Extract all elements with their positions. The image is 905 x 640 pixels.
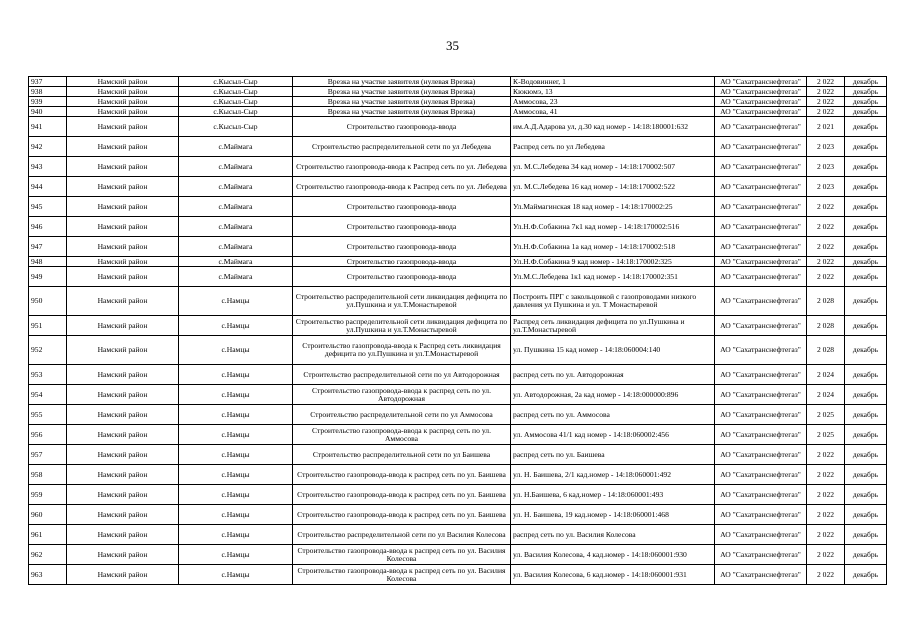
- organization-cell: АО "Сахатранснефтегаз": [715, 107, 807, 117]
- row-number: 962: [29, 545, 67, 565]
- table-body: [29, 77, 887, 585]
- year-cell: 2 023: [807, 177, 845, 197]
- row-number: 948: [29, 257, 67, 267]
- row-number: 941: [29, 117, 67, 137]
- page-number: 35: [446, 38, 459, 53]
- district-cell: Намский район: [67, 237, 179, 257]
- settlement-cell: с.Кысыл-Сыр: [179, 107, 293, 117]
- year-cell: 2 022: [807, 257, 845, 267]
- address-cell: ул. Н.Баишева, 6 кад.номер - 14:18:060001:493: [511, 485, 715, 505]
- district-cell: Намский район: [67, 77, 179, 87]
- address-cell: Ул.М.С.Лебедева 1к1 кад номер - 14:18:170002:351: [511, 267, 715, 287]
- table-row: [29, 77, 887, 87]
- row-number: 946: [29, 217, 67, 237]
- row-number: 944: [29, 177, 67, 197]
- address-cell: ул. Пушкина 15 кад номер - 14:18:060004:140: [511, 336, 715, 365]
- table-row: [29, 107, 887, 117]
- settlement-cell: с.Намцы: [179, 545, 293, 565]
- year-cell: 2 022: [807, 197, 845, 217]
- table-row: [29, 465, 887, 485]
- work-description-cell: Строительство распределительной сети ликвидация дефицита по ул.Пушкина и ул.Т.Монастыревой: [293, 287, 511, 316]
- settlement-cell: с.Маймага: [179, 177, 293, 197]
- organization-cell: АО "Сахатранснефтегаз": [715, 117, 807, 137]
- address-cell: распред сеть по ул. Аммосова: [511, 405, 715, 425]
- year-cell: 2 021: [807, 117, 845, 137]
- district-cell: Намский район: [67, 425, 179, 445]
- table-row: [29, 565, 887, 585]
- settlement-cell: с.Намцы: [179, 525, 293, 545]
- month-cell: декабрь: [845, 217, 887, 237]
- settlement-cell: с.Намцы: [179, 385, 293, 405]
- district-cell: Намский район: [67, 336, 179, 365]
- district-cell: Намский район: [67, 565, 179, 585]
- year-cell: 2 025: [807, 425, 845, 445]
- address-cell: Аммосова, 23: [511, 97, 715, 107]
- month-cell: декабрь: [845, 385, 887, 405]
- row-number: 947: [29, 237, 67, 257]
- table-row: [29, 87, 887, 97]
- year-cell: 2 022: [807, 565, 845, 585]
- address-cell: Ул.Маймагинская 18 кад номер - 14:18:170002:25: [511, 197, 715, 217]
- row-number: 953: [29, 365, 67, 385]
- work-description-cell: Строительство газопровода-ввода к Распред сеть по ул. Лебедева: [293, 177, 511, 197]
- settlement-cell: с.Намцы: [179, 565, 293, 585]
- row-number: 950: [29, 287, 67, 316]
- table-row: [29, 525, 887, 545]
- month-cell: декабрь: [845, 525, 887, 545]
- district-cell: Намский район: [67, 316, 179, 336]
- month-cell: декабрь: [845, 287, 887, 316]
- year-cell: 2 028: [807, 287, 845, 316]
- organization-cell: АО "Сахатранснефтегаз": [715, 385, 807, 405]
- table-row: [29, 545, 887, 565]
- organization-cell: АО "Сахатранснефтегаз": [715, 365, 807, 385]
- settlement-cell: с.Намцы: [179, 465, 293, 485]
- address-cell: ул. Василия Колесова, 4 кад.номер - 14:18:060001:930: [511, 545, 715, 565]
- district-cell: Намский район: [67, 525, 179, 545]
- row-number: 960: [29, 505, 67, 525]
- row-number: 963: [29, 565, 67, 585]
- row-number: 939: [29, 97, 67, 107]
- district-cell: Намский район: [67, 137, 179, 157]
- address-cell: К-Водовиннег, 1: [511, 77, 715, 87]
- month-cell: декабрь: [845, 107, 887, 117]
- organization-cell: АО "Сахатранснефтегаз": [715, 257, 807, 267]
- address-cell: Кюкюмэ, 13: [511, 87, 715, 97]
- work-description-cell: Строительство распределительной сети ликвидация дефицита по ул.Пушкина и ул.Т.Монастыревой: [293, 316, 511, 336]
- settlement-cell: с.Намцы: [179, 336, 293, 365]
- table-row: [29, 197, 887, 217]
- table-row: [29, 336, 887, 365]
- organization-cell: АО "Сахатранснефтегаз": [715, 505, 807, 525]
- month-cell: декабрь: [845, 465, 887, 485]
- district-cell: Намский район: [67, 157, 179, 177]
- organization-cell: АО "Сахатранснефтегаз": [715, 157, 807, 177]
- month-cell: декабрь: [845, 137, 887, 157]
- table-row: [29, 485, 887, 505]
- table-row: [29, 365, 887, 385]
- year-cell: 2 022: [807, 107, 845, 117]
- month-cell: декабрь: [845, 336, 887, 365]
- organization-cell: АО "Сахатранснефтегаз": [715, 137, 807, 157]
- work-description-cell: Строительство распределительной сети по ул Василия Колесова: [293, 525, 511, 545]
- work-description-cell: Врезка на участке заявителя (нулевая Врезка): [293, 97, 511, 107]
- organization-cell: АО "Сахатранснефтегаз": [715, 177, 807, 197]
- year-cell: 2 022: [807, 545, 845, 565]
- work-description-cell: Строительство газопровода-ввода: [293, 267, 511, 287]
- table-row: [29, 137, 887, 157]
- work-description-cell: Строительство газопровода-ввода к распред сеть по ул. Автодорожная: [293, 385, 511, 405]
- settlement-cell: с.Намцы: [179, 365, 293, 385]
- work-description-cell: Строительство газопровода-ввода: [293, 257, 511, 267]
- table-row: [29, 237, 887, 257]
- district-cell: Намский район: [67, 267, 179, 287]
- settlement-cell: с.Намцы: [179, 445, 293, 465]
- work-description-cell: Строительство распределительной сети по ул Аммосова: [293, 405, 511, 425]
- address-cell: Распред сеть по ул Лебедева: [511, 137, 715, 157]
- row-number: 940: [29, 107, 67, 117]
- table-row: [29, 157, 887, 177]
- year-cell: 2 024: [807, 385, 845, 405]
- district-cell: Намский район: [67, 505, 179, 525]
- address-cell: ул. Н. Баишева, 2/1 кад.номер - 14:18:060001:492: [511, 465, 715, 485]
- organization-cell: АО "Сахатранснефтегаз": [715, 336, 807, 365]
- work-description-cell: Строительство газопровода-ввода к Распред сеть ликвидация дефицита по ул.Пушкина и ул.Т.Монастыревой: [293, 336, 511, 365]
- row-number: 945: [29, 197, 67, 217]
- work-description-cell: Строительство распределительной сети по ул Лебедева: [293, 137, 511, 157]
- month-cell: декабрь: [845, 267, 887, 287]
- district-cell: Намский район: [67, 287, 179, 316]
- address-cell: ул. М.С.Лебедева 16 кад номер - 14:18:170002:522: [511, 177, 715, 197]
- settlement-cell: с.Кысыл-Сыр: [179, 97, 293, 107]
- table-row: [29, 316, 887, 336]
- address-cell: ул. Аммосова 41/1 кад номер - 14:18:060002:456: [511, 425, 715, 445]
- organization-cell: АО "Сахатранснефтегаз": [715, 97, 807, 107]
- month-cell: декабрь: [845, 177, 887, 197]
- address-cell: Построить ПРГ с закольцовкой с газопроводами низкого давления ул Пушкина и ул. Т Монастыревой: [511, 287, 715, 316]
- table-row: [29, 117, 887, 137]
- table-row: [29, 267, 887, 287]
- row-number: 956: [29, 425, 67, 445]
- row-number: 943: [29, 157, 67, 177]
- work-description-cell: Строительство газопровода-ввода: [293, 237, 511, 257]
- settlement-cell: с.Маймага: [179, 137, 293, 157]
- settlement-cell: с.Маймага: [179, 267, 293, 287]
- work-description-cell: Строительство распределительной сети по ул Автодорожная: [293, 365, 511, 385]
- address-cell: ул. М.С.Лебедева 34 кад номер - 14:18:170002:507: [511, 157, 715, 177]
- row-number: 959: [29, 485, 67, 505]
- organization-cell: АО "Сахатранснефтегаз": [715, 77, 807, 87]
- year-cell: 2 022: [807, 525, 845, 545]
- district-cell: Намский район: [67, 485, 179, 505]
- settlement-cell: с.Маймага: [179, 197, 293, 217]
- month-cell: декабрь: [845, 365, 887, 385]
- year-cell: 2 022: [807, 445, 845, 465]
- work-description-cell: Строительство газопровода-ввода: [293, 197, 511, 217]
- organization-cell: АО "Сахатранснефтегаз": [715, 525, 807, 545]
- district-cell: Намский район: [67, 257, 179, 267]
- month-cell: декабрь: [845, 237, 887, 257]
- table-row: [29, 217, 887, 237]
- address-cell: им.А.Д.Адарова ул, д.30 кад номер - 14:18:180001:632: [511, 117, 715, 137]
- district-cell: Намский район: [67, 445, 179, 465]
- work-description-cell: Врезка на участке заявителя (нулевая Врезка): [293, 107, 511, 117]
- table-row: [29, 287, 887, 316]
- settlement-cell: с.Маймага: [179, 217, 293, 237]
- year-cell: 2 022: [807, 505, 845, 525]
- year-cell: 2 022: [807, 465, 845, 485]
- district-cell: Намский район: [67, 97, 179, 107]
- table-row: [29, 97, 887, 107]
- row-number: 938: [29, 87, 67, 97]
- settlement-cell: с.Намцы: [179, 425, 293, 445]
- row-number: 937: [29, 77, 67, 87]
- table-row: [29, 505, 887, 525]
- organization-cell: АО "Сахатранснефтегаз": [715, 197, 807, 217]
- work-description-cell: Строительство газопровода-ввода к Распред сеть по ул. Лебедева: [293, 157, 511, 177]
- organization-cell: АО "Сахатранснефтегаз": [715, 485, 807, 505]
- row-number: 954: [29, 385, 67, 405]
- year-cell: 2 025: [807, 405, 845, 425]
- month-cell: декабрь: [845, 77, 887, 87]
- month-cell: декабрь: [845, 445, 887, 465]
- work-description-cell: Строительство газопровода-ввода к распред сеть по ул. Баишева: [293, 505, 511, 525]
- work-description-cell: Строительство газопровода-ввода к распред сеть по ул. Василия Колесова: [293, 565, 511, 585]
- row-number: 957: [29, 445, 67, 465]
- district-cell: Намский район: [67, 177, 179, 197]
- month-cell: декабрь: [845, 425, 887, 445]
- settlement-cell: с.Маймага: [179, 157, 293, 177]
- organization-cell: АО "Сахатранснефтегаз": [715, 287, 807, 316]
- year-cell: 2 028: [807, 316, 845, 336]
- row-number: 958: [29, 465, 67, 485]
- year-cell: 2 024: [807, 365, 845, 385]
- year-cell: 2 028: [807, 336, 845, 365]
- year-cell: 2 022: [807, 97, 845, 107]
- district-cell: Намский район: [67, 365, 179, 385]
- settlement-cell: с.Кысыл-Сыр: [179, 117, 293, 137]
- settlement-cell: с.Кысыл-Сыр: [179, 87, 293, 97]
- settlement-cell: с.Маймага: [179, 257, 293, 267]
- work-description-cell: Строительство газопровода-ввода к распред сеть по ул. Баишева: [293, 485, 511, 505]
- address-cell: Ул.Н.Ф.Собакина 9 кад номер - 14:18:170002:325: [511, 257, 715, 267]
- organization-cell: АО "Сахатранснефтегаз": [715, 217, 807, 237]
- month-cell: декабрь: [845, 97, 887, 107]
- address-cell: распред сеть по ул. Баишева: [511, 445, 715, 465]
- settlement-cell: с.Намцы: [179, 316, 293, 336]
- district-cell: Намский район: [67, 87, 179, 97]
- year-cell: 2 022: [807, 217, 845, 237]
- year-cell: 2 022: [807, 237, 845, 257]
- month-cell: декабрь: [845, 197, 887, 217]
- work-description-cell: Врезка на участке заявителя (нулевая Врезка): [293, 77, 511, 87]
- table-row: [29, 177, 887, 197]
- work-description-cell: Строительство газопровода-ввода к распред сеть по ул. Баишева: [293, 465, 511, 485]
- month-cell: декабрь: [845, 257, 887, 267]
- organization-cell: АО "Сахатранснефтегаз": [715, 405, 807, 425]
- year-cell: 2 022: [807, 87, 845, 97]
- address-cell: ул. Н. Баишева, 19 кад.номер - 14:18:060001:468: [511, 505, 715, 525]
- month-cell: декабрь: [845, 157, 887, 177]
- district-cell: Намский район: [67, 107, 179, 117]
- address-cell: распред сеть по ул. Автодорожная: [511, 365, 715, 385]
- organization-cell: АО "Сахатранснефтегаз": [715, 316, 807, 336]
- month-cell: декабрь: [845, 505, 887, 525]
- address-cell: Ул.Н.Ф.Собакина 7к1 кад номер - 14:18:170002:516: [511, 217, 715, 237]
- row-number: 952: [29, 336, 67, 365]
- work-description-cell: Строительство газопровода-ввода к распред сеть по ул. Василия Колесова: [293, 545, 511, 565]
- table-row: [29, 257, 887, 267]
- month-cell: декабрь: [845, 405, 887, 425]
- year-cell: 2 022: [807, 77, 845, 87]
- work-description-cell: Врезка на участке заявителя (нулевая Врезка): [293, 87, 511, 97]
- settlement-cell: с.Намцы: [179, 505, 293, 525]
- organization-cell: АО "Сахатранснефтегаз": [715, 445, 807, 465]
- organization-cell: АО "Сахатранснефтегаз": [715, 267, 807, 287]
- settlement-cell: с.Кысыл-Сыр: [179, 77, 293, 87]
- work-description-cell: Строительство газопровода-ввода: [293, 217, 511, 237]
- district-cell: Намский район: [67, 405, 179, 425]
- address-cell: ул. Василия Колесова, 6 кад.номер - 14:18:060001:931: [511, 565, 715, 585]
- settlement-cell: с.Намцы: [179, 287, 293, 316]
- row-number: 949: [29, 267, 67, 287]
- table-row: [29, 385, 887, 405]
- month-cell: декабрь: [845, 117, 887, 137]
- district-cell: Намский район: [67, 217, 179, 237]
- organization-cell: АО "Сахатранснефтегаз": [715, 237, 807, 257]
- year-cell: 2 023: [807, 157, 845, 177]
- organization-cell: АО "Сахатранснефтегаз": [715, 425, 807, 445]
- row-number: 955: [29, 405, 67, 425]
- settlement-cell: с.Маймага: [179, 237, 293, 257]
- row-number: 942: [29, 137, 67, 157]
- table-row: [29, 425, 887, 445]
- organization-cell: АО "Сахатранснефтегаз": [715, 565, 807, 585]
- district-cell: Намский район: [67, 385, 179, 405]
- month-cell: декабрь: [845, 485, 887, 505]
- year-cell: 2 022: [807, 485, 845, 505]
- month-cell: декабрь: [845, 545, 887, 565]
- organization-cell: АО "Сахатранснефтегаз": [715, 87, 807, 97]
- year-cell: 2 023: [807, 137, 845, 157]
- address-cell: ул. Автодорожная, 2а кад номер - 14:18:000000:896: [511, 385, 715, 405]
- organization-cell: АО "Сахатранснефтегаз": [715, 545, 807, 565]
- work-description-cell: Строительство распределительной сети по ул Баишева: [293, 445, 511, 465]
- district-cell: Намский район: [67, 197, 179, 217]
- table-row: [29, 445, 887, 465]
- settlement-cell: с.Намцы: [179, 485, 293, 505]
- month-cell: декабрь: [845, 87, 887, 97]
- table-row: [29, 405, 887, 425]
- row-number: 951: [29, 316, 67, 336]
- work-description-cell: Строительство газопровода-ввода: [293, 117, 511, 137]
- organization-cell: АО "Сахатранснефтегаз": [715, 465, 807, 485]
- district-cell: Намский район: [67, 117, 179, 137]
- address-cell: Аммосова, 41: [511, 107, 715, 117]
- district-cell: Намский район: [67, 545, 179, 565]
- address-cell: распред сеть по ул. Василия Колесова: [511, 525, 715, 545]
- address-cell: Распред сеть ликвидация дефицита по ул.Пушкина и ул.Т.Монастыревой: [511, 316, 715, 336]
- work-description-cell: Строительство газопровода-ввода к распред сеть по ул. Аммосова: [293, 425, 511, 445]
- row-number: 961: [29, 525, 67, 545]
- year-cell: 2 022: [807, 267, 845, 287]
- address-cell: Ул.Н.Ф.Собакина 1а кад номер - 14:18:170002:518: [511, 237, 715, 257]
- month-cell: декабрь: [845, 316, 887, 336]
- month-cell: декабрь: [845, 565, 887, 585]
- gasification-table: [28, 76, 887, 585]
- settlement-cell: с.Намцы: [179, 405, 293, 425]
- district-cell: Намский район: [67, 465, 179, 485]
